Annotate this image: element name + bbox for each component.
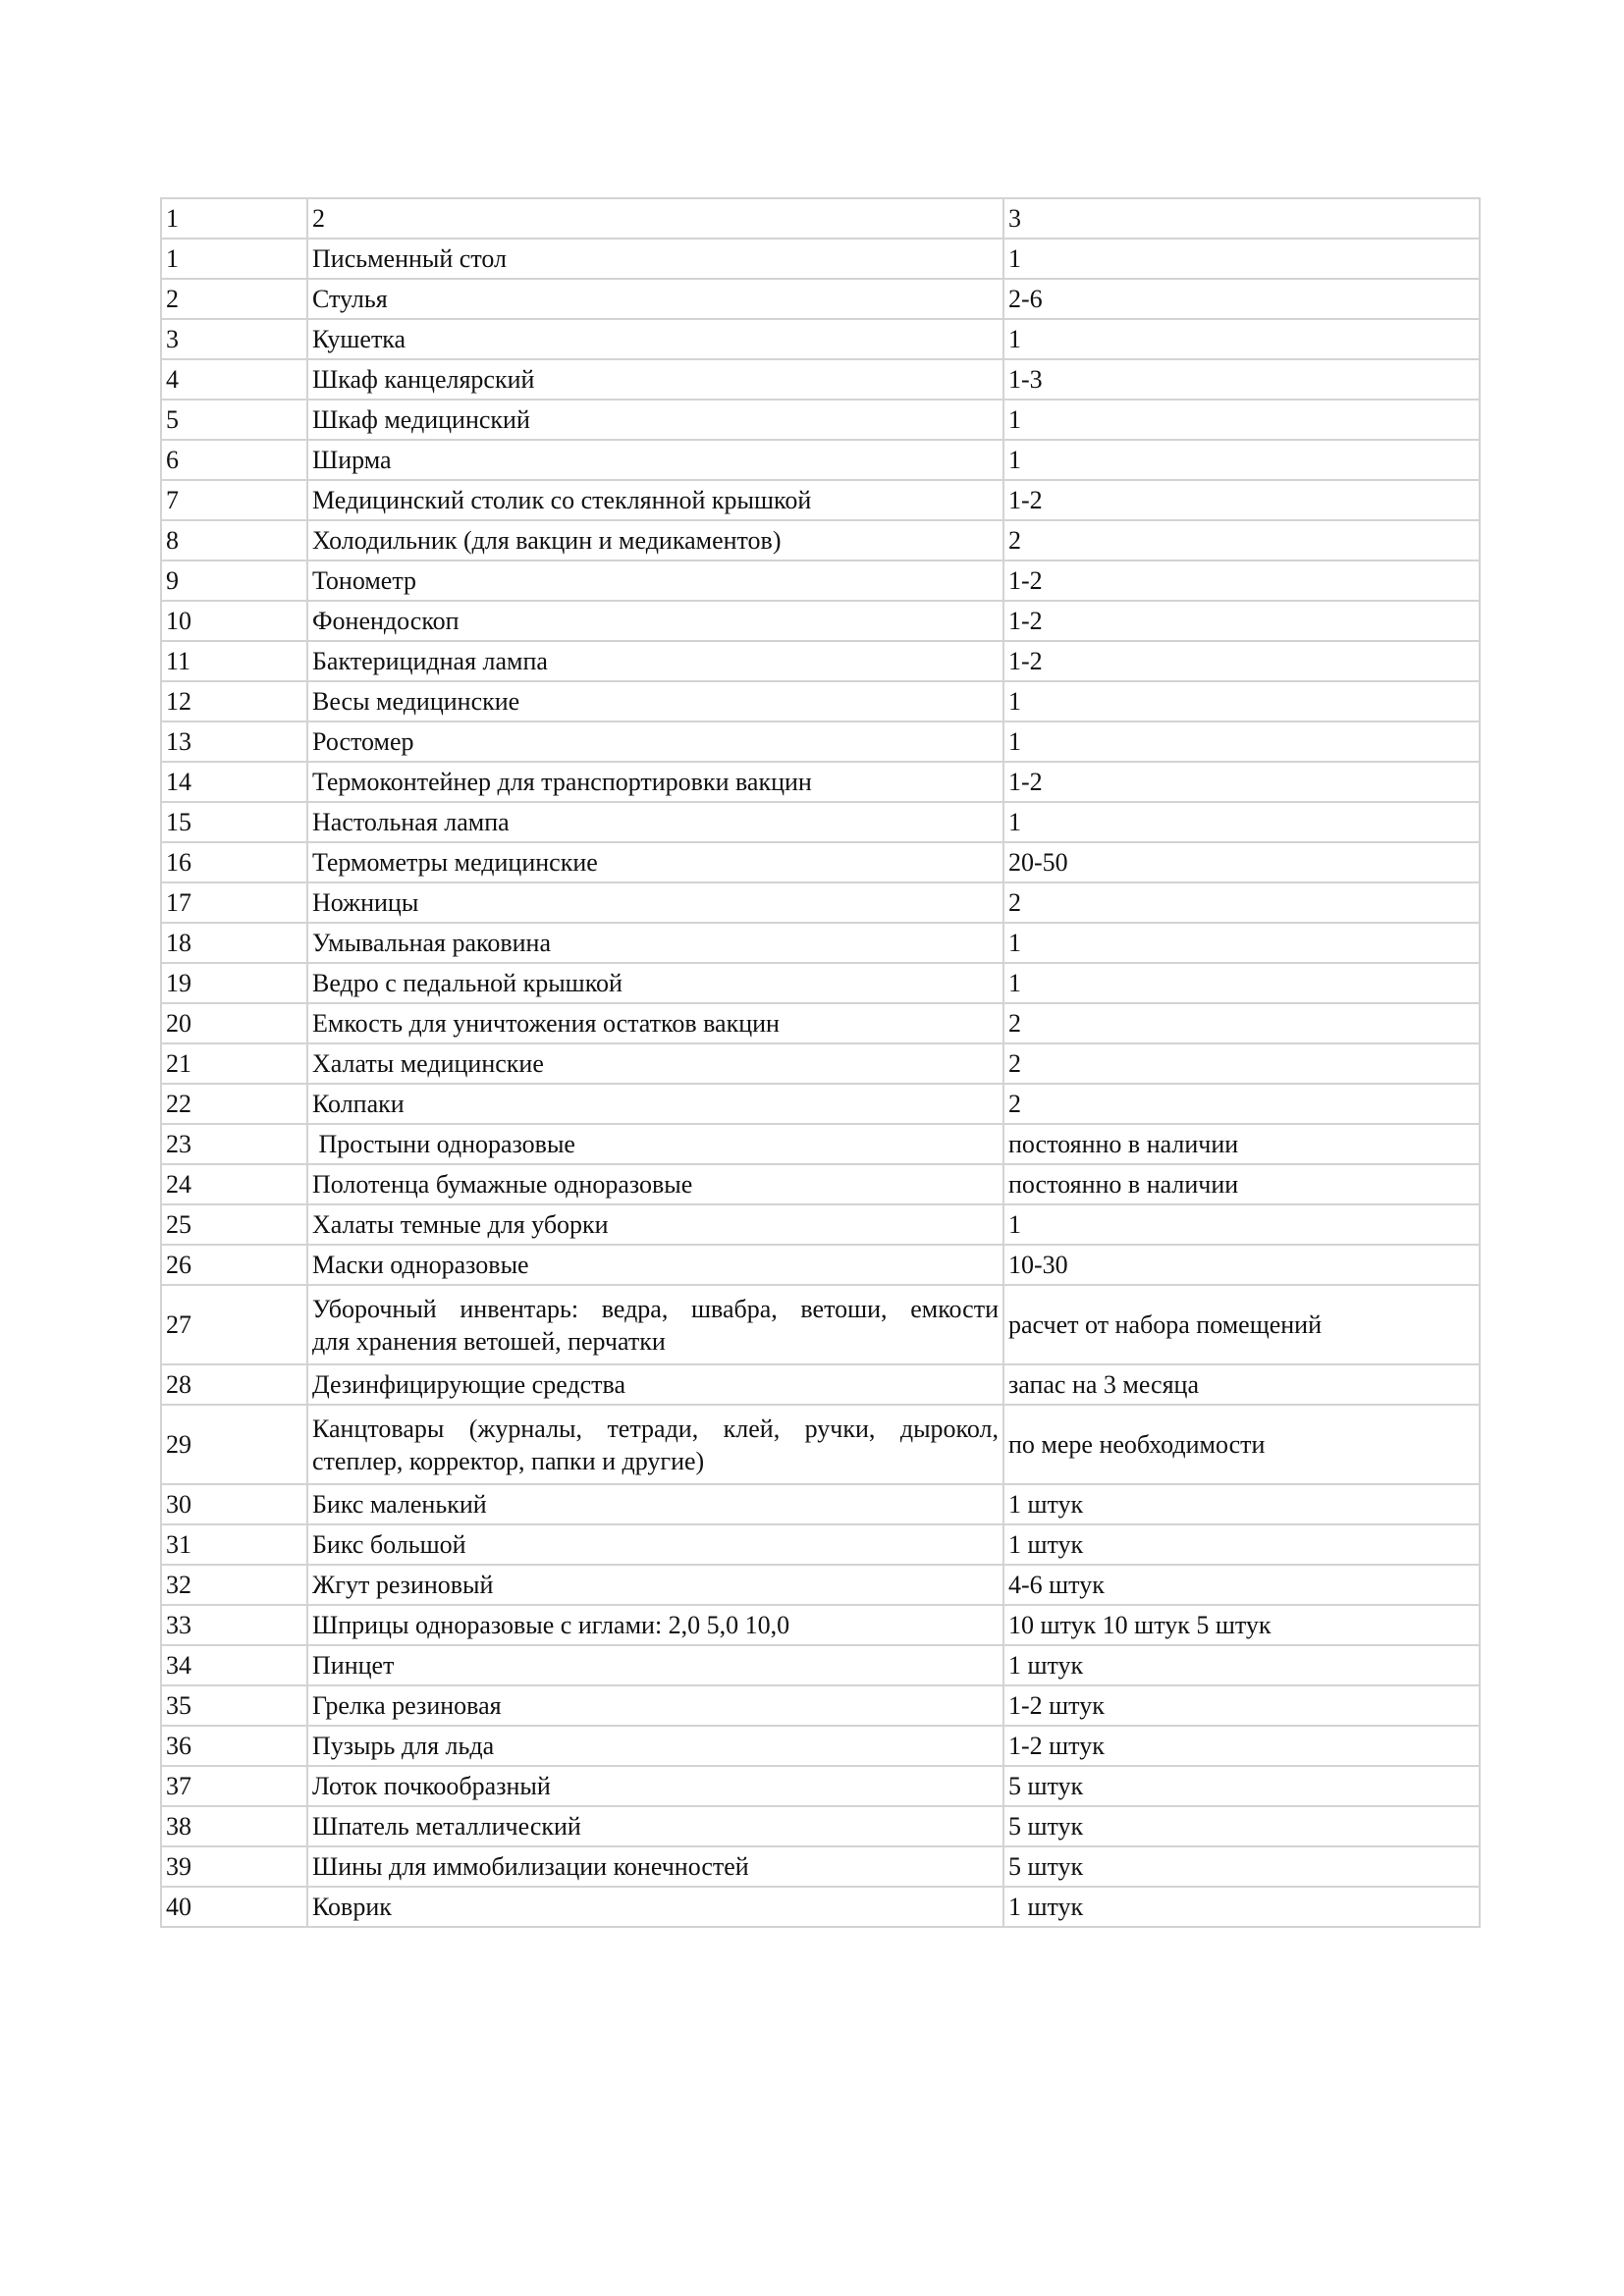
item-name-cell: Простыни одноразовые bbox=[307, 1124, 1003, 1164]
item-quantity-cell: 2-6 bbox=[1003, 279, 1480, 319]
item-name-cell: Полотенца бумажные одноразовые bbox=[307, 1164, 1003, 1204]
table-row bbox=[161, 1484, 1480, 1524]
item-quantity-cell: 1 bbox=[1003, 319, 1480, 359]
row-number-cell: 40 bbox=[161, 1887, 307, 1927]
table-row bbox=[161, 1084, 1480, 1124]
table-row bbox=[161, 1364, 1480, 1405]
item-name-cell: Ширма bbox=[307, 440, 1003, 480]
item-quantity-cell: 2 bbox=[1003, 520, 1480, 561]
item-name-cell: Медицинский столик со стеклянной крышкой bbox=[307, 480, 1003, 520]
row-number-cell: 32 bbox=[161, 1565, 307, 1605]
item-quantity-cell: 1 bbox=[1003, 239, 1480, 279]
item-quantity-cell: запас на 3 месяца bbox=[1003, 1364, 1480, 1405]
header-cell-name: 2 bbox=[307, 198, 1003, 239]
table-row bbox=[161, 1766, 1480, 1806]
item-quantity-cell: 1 штук bbox=[1003, 1484, 1480, 1524]
item-quantity-cell: 1 штук bbox=[1003, 1524, 1480, 1565]
row-number-cell: 14 bbox=[161, 762, 307, 802]
item-quantity-cell: 1-3 bbox=[1003, 359, 1480, 400]
table-row bbox=[161, 1605, 1480, 1645]
item-quantity-cell: 10 штук 10 штук 5 штук bbox=[1003, 1605, 1480, 1645]
item-quantity-cell: 1 bbox=[1003, 923, 1480, 963]
item-quantity-cell: 2 bbox=[1003, 1043, 1480, 1084]
row-number-cell: 11 bbox=[161, 641, 307, 681]
table-row bbox=[161, 601, 1480, 641]
item-name-cell: Ростомер bbox=[307, 721, 1003, 762]
item-name-cell: Шпатель металлический bbox=[307, 1806, 1003, 1846]
row-number-cell: 33 bbox=[161, 1605, 307, 1645]
item-quantity-cell: по мере необходимости bbox=[1003, 1405, 1480, 1484]
row-number-cell: 39 bbox=[161, 1846, 307, 1887]
row-number-cell: 25 bbox=[161, 1204, 307, 1245]
row-number-cell: 30 bbox=[161, 1484, 307, 1524]
table-row bbox=[161, 1245, 1480, 1285]
item-name-cell: Кушетка bbox=[307, 319, 1003, 359]
item-quantity-cell: 2 bbox=[1003, 1084, 1480, 1124]
item-quantity-cell: 1 bbox=[1003, 963, 1480, 1003]
item-quantity-cell: 5 штук bbox=[1003, 1846, 1480, 1887]
item-name-cell: Дезинфицирующие средства bbox=[307, 1364, 1003, 1405]
item-name-cell: Коврик bbox=[307, 1887, 1003, 1927]
table-row bbox=[161, 1645, 1480, 1685]
row-number-cell: 13 bbox=[161, 721, 307, 762]
item-name-cell: Пинцет bbox=[307, 1645, 1003, 1685]
item-quantity-cell: 1-2 bbox=[1003, 480, 1480, 520]
item-name-cell: Шприцы одноразовые с иглами: 2,0 5,0 10,0 bbox=[307, 1605, 1003, 1645]
row-number-cell: 6 bbox=[161, 440, 307, 480]
table-row bbox=[161, 279, 1480, 319]
row-number-cell: 9 bbox=[161, 561, 307, 601]
row-number-cell: 2 bbox=[161, 279, 307, 319]
item-name-cell: Письменный стол bbox=[307, 239, 1003, 279]
row-number-cell: 7 bbox=[161, 480, 307, 520]
item-quantity-cell: 4-6 штук bbox=[1003, 1565, 1480, 1605]
table-row bbox=[161, 239, 1480, 279]
table-row bbox=[161, 842, 1480, 882]
row-number-cell: 28 bbox=[161, 1364, 307, 1405]
row-number-cell: 15 bbox=[161, 802, 307, 842]
item-quantity-cell: постоянно в наличии bbox=[1003, 1164, 1480, 1204]
equipment-table-body bbox=[161, 198, 1480, 1927]
table-row bbox=[161, 1524, 1480, 1565]
table-row bbox=[161, 1887, 1480, 1927]
table-row bbox=[161, 359, 1480, 400]
row-number-cell: 4 bbox=[161, 359, 307, 400]
table-row bbox=[161, 440, 1480, 480]
table-row bbox=[161, 1043, 1480, 1084]
table-row bbox=[161, 802, 1480, 842]
item-name-cell: Стулья bbox=[307, 279, 1003, 319]
item-name-cell: Пузырь для льда bbox=[307, 1726, 1003, 1766]
row-number-cell: 27 bbox=[161, 1285, 307, 1364]
item-name-cell: Бикс маленький bbox=[307, 1484, 1003, 1524]
item-quantity-cell: 1 штук bbox=[1003, 1645, 1480, 1685]
item-quantity-cell: 1 bbox=[1003, 440, 1480, 480]
table-row bbox=[161, 319, 1480, 359]
row-number-cell: 16 bbox=[161, 842, 307, 882]
item-name-cell: Фонендоскоп bbox=[307, 601, 1003, 641]
table-row bbox=[161, 923, 1480, 963]
item-quantity-cell: постоянно в наличии bbox=[1003, 1124, 1480, 1164]
item-name-cell: Шины для иммобилизации конечностей bbox=[307, 1846, 1003, 1887]
item-quantity-cell: 10-30 bbox=[1003, 1245, 1480, 1285]
header-cell-number: 1 bbox=[161, 198, 307, 239]
table-row bbox=[161, 963, 1480, 1003]
item-name-cell: Ведро с педальной крышкой bbox=[307, 963, 1003, 1003]
item-quantity-cell: 5 штук bbox=[1003, 1806, 1480, 1846]
item-name-cell: Шкаф медицинский bbox=[307, 400, 1003, 440]
item-name-cell: Грелка резиновая bbox=[307, 1685, 1003, 1726]
item-quantity-cell: 1 bbox=[1003, 681, 1480, 721]
item-name-cell: Колпаки bbox=[307, 1084, 1003, 1124]
table-row bbox=[161, 882, 1480, 923]
row-number-cell: 26 bbox=[161, 1245, 307, 1285]
table-header-row bbox=[161, 198, 1480, 239]
item-quantity-cell: расчет от набора помещений bbox=[1003, 1285, 1480, 1364]
table-row bbox=[161, 681, 1480, 721]
item-name-line-2: для хранения ветошей, перчатки bbox=[312, 1326, 666, 1356]
table-row bbox=[161, 721, 1480, 762]
item-quantity-cell: 20-50 bbox=[1003, 842, 1480, 882]
item-quantity-cell: 1-2 штук bbox=[1003, 1685, 1480, 1726]
table-row bbox=[161, 400, 1480, 440]
row-number-cell: 8 bbox=[161, 520, 307, 561]
item-name-cell bbox=[307, 1285, 1003, 1364]
table-row bbox=[161, 561, 1480, 601]
table-row bbox=[161, 1846, 1480, 1887]
row-number-cell: 12 bbox=[161, 681, 307, 721]
row-number-cell: 34 bbox=[161, 1645, 307, 1685]
row-number-cell: 5 bbox=[161, 400, 307, 440]
table-row bbox=[161, 1685, 1480, 1726]
row-number-cell: 37 bbox=[161, 1766, 307, 1806]
table-row bbox=[161, 1285, 1480, 1364]
item-name-cell: Бикс большой bbox=[307, 1524, 1003, 1565]
row-number-cell: 19 bbox=[161, 963, 307, 1003]
item-quantity-cell: 2 bbox=[1003, 1003, 1480, 1043]
table-row bbox=[161, 1164, 1480, 1204]
row-number-cell: 31 bbox=[161, 1524, 307, 1565]
item-quantity-cell: 2 bbox=[1003, 882, 1480, 923]
item-quantity-cell: 1 bbox=[1003, 1204, 1480, 1245]
item-quantity-cell: 1-2 bbox=[1003, 561, 1480, 601]
item-quantity-cell: 5 штук bbox=[1003, 1766, 1480, 1806]
item-name-cell: Лоток почкообразный bbox=[307, 1766, 1003, 1806]
table-row bbox=[161, 480, 1480, 520]
item-name-cell: Весы медицинские bbox=[307, 681, 1003, 721]
item-name-cell: Бактерицидная лампа bbox=[307, 641, 1003, 681]
item-quantity-cell: 1-2 bbox=[1003, 762, 1480, 802]
row-number-cell: 17 bbox=[161, 882, 307, 923]
item-name-cell: Жгут резиновый bbox=[307, 1565, 1003, 1605]
row-number-cell: 36 bbox=[161, 1726, 307, 1766]
item-quantity-cell: 1-2 bbox=[1003, 641, 1480, 681]
table-row bbox=[161, 1405, 1480, 1484]
item-name-cell: Умывальная раковина bbox=[307, 923, 1003, 963]
table-row bbox=[161, 1204, 1480, 1245]
table-row bbox=[161, 641, 1480, 681]
item-name-cell: Халаты медицинские bbox=[307, 1043, 1003, 1084]
item-quantity-cell: 1 штук bbox=[1003, 1887, 1480, 1927]
row-number-cell: 10 bbox=[161, 601, 307, 641]
item-quantity-cell: 1 bbox=[1003, 721, 1480, 762]
table-row bbox=[161, 1806, 1480, 1846]
item-name-cell: Холодильник (для вакцин и медикаментов) bbox=[307, 520, 1003, 561]
row-number-cell: 38 bbox=[161, 1806, 307, 1846]
table-row bbox=[161, 520, 1480, 561]
table-row bbox=[161, 1003, 1480, 1043]
row-number-cell: 20 bbox=[161, 1003, 307, 1043]
item-name-cell: Шкаф канцелярский bbox=[307, 359, 1003, 400]
row-number-cell: 23 bbox=[161, 1124, 307, 1164]
row-number-cell: 21 bbox=[161, 1043, 307, 1084]
row-number-cell: 3 bbox=[161, 319, 307, 359]
item-name-line-1: Канцтовары (журналы, тетради, клей, ручки, дырокол, bbox=[312, 1414, 999, 1443]
row-number-cell: 29 bbox=[161, 1405, 307, 1484]
item-quantity-cell: 1-2 штук bbox=[1003, 1726, 1480, 1766]
item-name-cell: Термоконтейнер для транспортировки вакцин bbox=[307, 762, 1003, 802]
item-name-cell bbox=[307, 1405, 1003, 1484]
row-number-cell: 1 bbox=[161, 239, 307, 279]
row-number-cell: 22 bbox=[161, 1084, 307, 1124]
equipment-table bbox=[160, 197, 1481, 1928]
row-number-cell: 35 bbox=[161, 1685, 307, 1726]
item-name-cell: Ножницы bbox=[307, 882, 1003, 923]
item-name-cell: Тонометр bbox=[307, 561, 1003, 601]
item-name-cell: Настольная лампа bbox=[307, 802, 1003, 842]
table-row bbox=[161, 1124, 1480, 1164]
item-quantity-cell: 1 bbox=[1003, 400, 1480, 440]
header-cell-quantity: 3 bbox=[1003, 198, 1480, 239]
table-row bbox=[161, 1565, 1480, 1605]
item-name-cell: Маски одноразовые bbox=[307, 1245, 1003, 1285]
table-row bbox=[161, 1726, 1480, 1766]
item-name-cell: Емкость для уничтожения остатков вакцин bbox=[307, 1003, 1003, 1043]
item-name-cell: Термометры медицинские bbox=[307, 842, 1003, 882]
row-number-cell: 24 bbox=[161, 1164, 307, 1204]
item-quantity-cell: 1 bbox=[1003, 802, 1480, 842]
item-quantity-cell: 1-2 bbox=[1003, 601, 1480, 641]
item-name-line-2: степлер, корректор, папки и другие) bbox=[312, 1446, 705, 1475]
table-row bbox=[161, 762, 1480, 802]
row-number-cell: 18 bbox=[161, 923, 307, 963]
item-name-cell: Халаты темные для уборки bbox=[307, 1204, 1003, 1245]
item-name-line-1: Уборочный инвентарь: ведра, швабра, ветоши, емкости bbox=[312, 1294, 999, 1323]
